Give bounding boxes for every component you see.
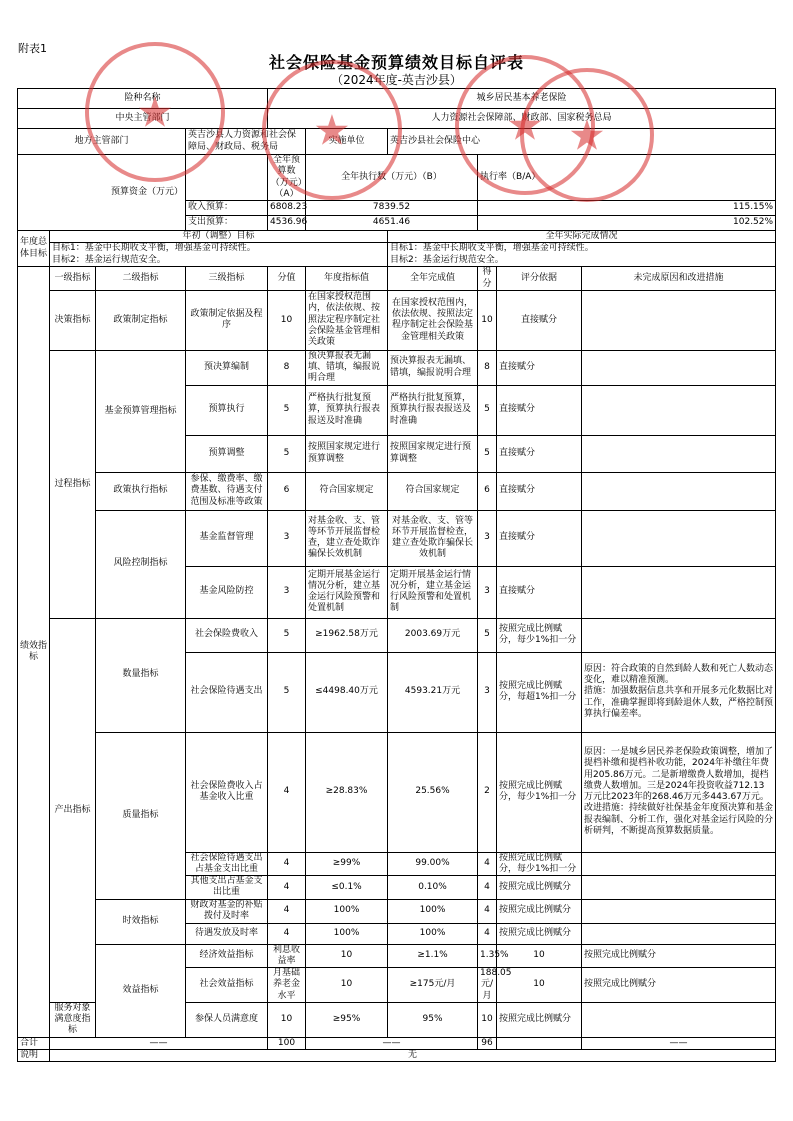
- target: 在国家授权范围内，依法依规、按照法定程序制定社会保险基金管理相关政策: [306, 290, 388, 350]
- goals-col-actual: 全年实际完成情况: [388, 231, 776, 243]
- actual: 25.56%: [388, 732, 478, 852]
- score: 4: [268, 899, 306, 923]
- target: ≥99%: [306, 852, 388, 876]
- table-row: [18, 944, 776, 968]
- score: 5: [268, 435, 306, 472]
- header-basis: 评分依据: [497, 267, 582, 291]
- budget-exec: 7839.52: [306, 201, 478, 216]
- reason: [582, 290, 776, 350]
- reason: [582, 350, 776, 385]
- table-row: [18, 255, 776, 267]
- l3: 预算执行: [186, 385, 268, 435]
- l2-quality: 质量指标: [96, 732, 186, 899]
- budget-col-exec: 全年执行数（万元）（B）: [306, 155, 478, 201]
- reason: [582, 618, 776, 652]
- got: 10: [478, 1002, 497, 1037]
- score: 4: [268, 923, 306, 944]
- score: 10: [268, 1002, 306, 1037]
- table-row: [18, 267, 776, 291]
- l1-output: 产出指标: [50, 618, 96, 1002]
- basis: 直接赋分: [497, 290, 582, 350]
- l3: 待遇发放及时率: [186, 923, 268, 944]
- basis: 直接赋分: [497, 472, 582, 510]
- actual: 符合国家规定: [388, 472, 478, 510]
- actual: 定期开展基金运行情况分析，建立基金运行风险预警和处置机制: [388, 566, 478, 618]
- impl-unit: 英吉沙县社会保险中心: [388, 129, 776, 155]
- l3: 参保、缴费率、缴费基数、待遇支付范围及标准等政策: [186, 472, 268, 510]
- note-label: 说明: [18, 1049, 50, 1061]
- actual: 对基金收、支、管等环节开展监督检查，建立查处欺诈骗保长效机制: [388, 510, 478, 566]
- budget-col-rate: 执行率（B/A）: [478, 155, 776, 201]
- target: ≤0.1%: [306, 876, 388, 900]
- basis: 按照完成比例赋分: [582, 968, 776, 1003]
- score: 8: [268, 350, 306, 385]
- page-subtitle: （2024年度-英吉沙县）: [331, 73, 462, 87]
- reason: [582, 923, 776, 944]
- page-title: 社会保险基金预算绩效目标自评表: [268, 53, 524, 72]
- table-row: [18, 1037, 776, 1049]
- table-row: [18, 510, 776, 566]
- actual: 99.00%: [388, 852, 478, 876]
- l2-exec: 政策执行指标: [96, 472, 186, 510]
- actual: 1.35%: [478, 944, 497, 968]
- got: 4: [478, 899, 497, 923]
- l2-econ: 经济效益指标: [186, 944, 268, 968]
- total-dash: ——: [306, 1037, 478, 1049]
- reason: 原因：一是城乡居民养老保险政策调整，增加了提档补缴和提档补收功能，2024年补缴往年费用205.86万元。二是新增缴费人数增加，提档缴费人数增加。三是2024年投资收益712.13万元比2023年的268.46万元多443.67万元。改进措施：持续做好社保基金年度预决算和基金报表编制、分析工作，强化对基金运行风险的分析研判，不断提高预算数据质量。: [582, 732, 776, 852]
- got: 10: [497, 944, 582, 968]
- local-dept: 英吉沙县人力资源和社会保障局、财政局、税务局: [186, 129, 306, 155]
- score: 10: [306, 968, 388, 1003]
- table-row: [18, 243, 776, 255]
- impl-unit-label: 实施单位: [306, 129, 388, 155]
- l1-decision: 决策指标: [50, 290, 96, 350]
- table-row: [18, 472, 776, 510]
- table-row: [18, 231, 776, 243]
- table-row: [18, 155, 776, 201]
- target: ≥28.83%: [306, 732, 388, 852]
- l2-satisfaction: 服务对象满意度指标: [50, 1002, 96, 1037]
- reason: [582, 566, 776, 618]
- table-row: [18, 109, 776, 129]
- indicators-section-label: 绩效指标: [18, 267, 50, 1037]
- got: 5: [478, 385, 497, 435]
- reason: [582, 852, 776, 876]
- total-label: 合计: [18, 1037, 50, 1049]
- actual: 0.10%: [388, 876, 478, 900]
- actual: 188.05元/月: [478, 968, 497, 1003]
- goals-label: 年度总体目标: [18, 231, 50, 267]
- basis: 按照完成比例赋分: [497, 923, 582, 944]
- budget-row-label: 收入预算：: [186, 201, 268, 216]
- budget-exec: 4651.46: [306, 216, 478, 231]
- l3: 参保人员满意度: [186, 1002, 268, 1037]
- score: 3: [268, 510, 306, 566]
- total-dash: ——: [582, 1037, 776, 1049]
- got: 3: [478, 566, 497, 618]
- total-score: 100: [268, 1037, 306, 1049]
- actual: 预决算报表无漏填、错填，编报说明合理: [388, 350, 478, 385]
- attachment-label: 附表1: [18, 42, 47, 55]
- got: 4: [478, 923, 497, 944]
- reason: [582, 472, 776, 510]
- l3: 利息收益率: [268, 944, 306, 968]
- got: 4: [478, 876, 497, 900]
- fund-name-label: 险种名称: [18, 89, 268, 109]
- l3: 社会保险待遇支出: [186, 652, 268, 732]
- header-reason: 未完成原因和改进措施: [582, 267, 776, 291]
- l2-budget: 基金预算管理指标: [96, 350, 186, 472]
- basis: 按照完成比例赋分，每少1%扣一分: [497, 852, 582, 876]
- score: 5: [268, 385, 306, 435]
- l3: 月基础养老金水平: [268, 968, 306, 1003]
- note-value: 无: [50, 1049, 776, 1061]
- header-l1: 一级指标: [50, 267, 96, 291]
- got: 5: [478, 618, 497, 652]
- reason: 原因：符合政策的自然到龄人数和死亡人数动态变化，难以精准预测。 措施：加强数据信息共享和开展多元化数据比对工作，准确掌握即将到龄退休人数，严格控制预算执行偏差率。: [582, 652, 776, 732]
- budget-rate: 115.15%: [478, 201, 776, 216]
- actual: 在国家授权范围内，依法依规、按照法定程序制定社会保险基金管理相关政策: [388, 290, 478, 350]
- score: 4: [268, 876, 306, 900]
- target: 定期开展基金运行情况分析，建立基金运行风险预警和处置机制: [306, 566, 388, 618]
- goal-initial-1: 目标1：基金中长期收支平衡，增强基金可持续性。: [50, 243, 388, 255]
- got: 2: [478, 732, 497, 852]
- l3: 社会保险费收入占基金收入比重: [186, 732, 268, 852]
- basis: 按照完成比例赋分: [497, 876, 582, 900]
- local-dept-label: 地方主管部门: [18, 129, 186, 155]
- target: 100%: [306, 923, 388, 944]
- actual: 严格执行批复预算，预算执行报表报送及时准确: [388, 385, 478, 435]
- score: 4: [268, 732, 306, 852]
- got: 8: [478, 350, 497, 385]
- reason: [582, 1002, 776, 1037]
- got: 5: [478, 435, 497, 472]
- l3: 政策制定依据及程序: [186, 290, 268, 350]
- score: 10: [268, 290, 306, 350]
- goal-initial-2: 目标2：基金运行规范安全。: [50, 255, 388, 267]
- score: 5: [268, 652, 306, 732]
- l3: 社会保险待遇支出占基金支出比重: [186, 852, 268, 876]
- l3: 财政对基金的补贴拨付及时率: [186, 899, 268, 923]
- l2-timely: 时效指标: [96, 899, 186, 944]
- table-row: [18, 618, 776, 652]
- central-dept-label: 中央主管部门: [18, 109, 268, 129]
- budget-plan: 4536.96: [268, 216, 306, 231]
- actual: 100%: [388, 899, 478, 923]
- l1-process: 过程指标: [50, 350, 96, 618]
- goal-actual-2: 目标2：基金运行规范安全。: [388, 255, 776, 267]
- basis: 直接赋分: [497, 510, 582, 566]
- header-l3: 三级指标: [186, 267, 268, 291]
- l3: 预算调整: [186, 435, 268, 472]
- got: 3: [478, 652, 497, 732]
- actual: 按照国家规定进行预算调整: [388, 435, 478, 472]
- basis: 按照完成比例赋分，每少1%扣一分: [497, 732, 582, 852]
- actual: 2003.69万元: [388, 618, 478, 652]
- reason: [582, 435, 776, 472]
- l2-policy: 政策制定指标: [96, 290, 186, 350]
- score: 10: [306, 944, 388, 968]
- target: ≥1962.58万元: [306, 618, 388, 652]
- target: ≤4498.40万元: [306, 652, 388, 732]
- budget-plan: 6808.23: [268, 201, 306, 216]
- actual: 4593.21万元: [388, 652, 478, 732]
- target: 符合国家规定: [306, 472, 388, 510]
- budget-label: 预算资金（万元）: [18, 155, 186, 231]
- budget-rate: 102.52%: [478, 216, 776, 231]
- l1-benefit: 效益指标: [96, 944, 186, 1037]
- got: 10: [478, 290, 497, 350]
- basis: 直接赋分: [497, 350, 582, 385]
- basis: 按照完成比例赋分，每超1%扣一分: [497, 652, 582, 732]
- basis: 直接赋分: [497, 566, 582, 618]
- basis: 按照完成比例赋分: [582, 944, 776, 968]
- table-row: [18, 350, 776, 385]
- score: 3: [268, 566, 306, 618]
- l3: 社会保险费收入: [186, 618, 268, 652]
- target: 对基金收、支、管等环节开展监督检查，建立查处欺诈骗保长效机制: [306, 510, 388, 566]
- fund-name: 城乡居民基本养老保险: [268, 89, 776, 109]
- basis: 直接赋分: [497, 435, 582, 472]
- table-row: [18, 1049, 776, 1061]
- l3: 其他支出占基金支出比重: [186, 876, 268, 900]
- table-row: [18, 290, 776, 350]
- table-row: [18, 89, 776, 109]
- header-target: 年度指标值: [306, 267, 388, 291]
- reason: [582, 899, 776, 923]
- l2-quantity: 数量指标: [96, 618, 186, 732]
- actual: 95%: [388, 1002, 478, 1037]
- target: ≥95%: [306, 1002, 388, 1037]
- l3: 预决算编制: [186, 350, 268, 385]
- central-dept: 人力资源社会保障部、财政部、国家税务总局: [268, 109, 776, 129]
- target: ≥1.1%: [388, 944, 478, 968]
- reason: [582, 385, 776, 435]
- actual: 100%: [388, 923, 478, 944]
- got: 10: [497, 968, 582, 1003]
- table-row: [18, 732, 776, 852]
- l2-risk: 风险控制指标: [96, 510, 186, 618]
- goal-actual-1: 目标1：基金中长期收支平衡，增强基金可持续性。: [388, 243, 776, 255]
- target: 预决算报表无漏填、错填，编报说明合理: [306, 350, 388, 385]
- header-got: 得分: [478, 267, 497, 291]
- budget-col-plan: 全年预算数（万元）（A）: [268, 155, 306, 201]
- target: 严格执行批复预算，预算执行报表报送及时准确: [306, 385, 388, 435]
- score: 5: [268, 618, 306, 652]
- header-actual: 全年完成值: [388, 267, 478, 291]
- budget-row-label: 支出预算：: [186, 216, 268, 231]
- l3: 基金风险防控: [186, 566, 268, 618]
- header-score: 分值: [268, 267, 306, 291]
- score: 6: [268, 472, 306, 510]
- score: 4: [268, 852, 306, 876]
- basis: 按照完成比例赋分: [497, 899, 582, 923]
- goals-col-initial: 年初（调整）目标: [50, 231, 388, 243]
- target: 按照国家规定进行预算调整: [306, 435, 388, 472]
- got: 3: [478, 510, 497, 566]
- target: 100%: [306, 899, 388, 923]
- reason: [582, 510, 776, 566]
- evaluation-table: [17, 88, 776, 1062]
- target: ≥175元/月: [388, 968, 478, 1003]
- l2-social: 社会效益指标: [186, 968, 268, 1003]
- l3: 基金监督管理: [186, 510, 268, 566]
- basis: 按照完成比例赋分: [497, 1002, 582, 1037]
- basis: 直接赋分: [497, 385, 582, 435]
- total-got: 96: [478, 1037, 497, 1049]
- header-l2: 二级指标: [96, 267, 186, 291]
- total-dash: ——: [50, 1037, 268, 1049]
- got: 4: [478, 852, 497, 876]
- table-row: [18, 899, 776, 923]
- reason: [582, 876, 776, 900]
- got: 6: [478, 472, 497, 510]
- basis: 按照完成比例赋分，每少1%扣一分: [497, 618, 582, 652]
- table-row: [18, 129, 776, 155]
